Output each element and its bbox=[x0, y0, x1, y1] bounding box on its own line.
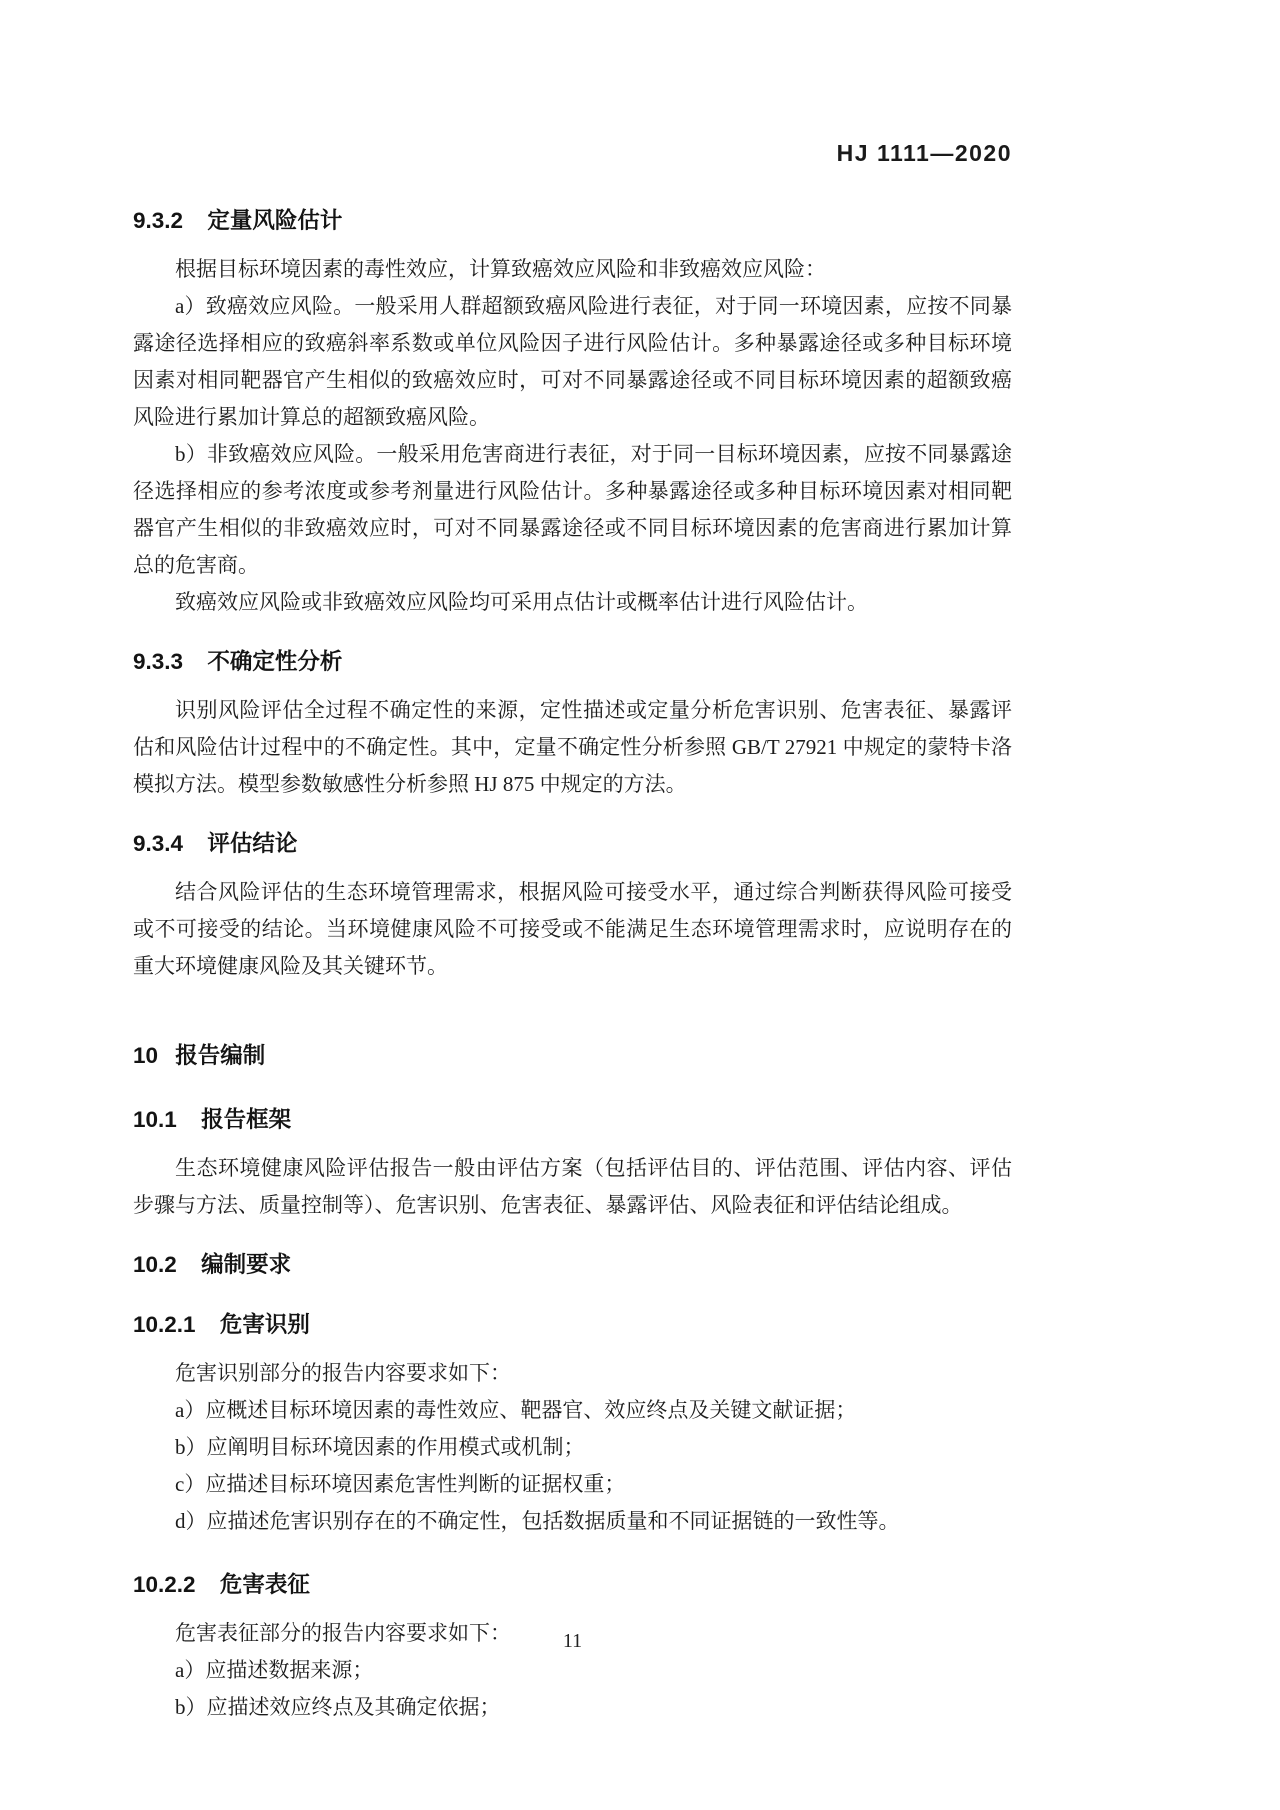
list-item-b: b）应阐明目标环境因素的作用模式或机制； bbox=[175, 1435, 585, 1459]
section-number: 10.2 bbox=[133, 1252, 177, 1277]
section-title: 评估结论 bbox=[207, 831, 298, 856]
section-title: 危害表征 bbox=[219, 1572, 310, 1597]
section-heading-10-2 bbox=[133, 1250, 1012, 1280]
list-item-c: c）应描述目标环境因素危害性判断的证据权重； bbox=[175, 1472, 626, 1496]
standard-code-header: HJ 1111—2020 bbox=[836, 140, 1012, 166]
paragraph-item-a: a）致癌效应风险。一般采用人群超额致癌风险进行表征，对于同一环境因素，应按不同暴露途径选择相应的致癌斜率系数或单位风险因子进行风险估计。多种暴露途径或多种目标环境因素对相同靶器官产生相似的致癌效应时，可对不同暴露途径或不同目标环境因素的超额致癌风险进行累加计算总的超额致癌风险。 bbox=[133, 294, 1012, 429]
paragraph-item-b: b）非致癌效应风险。一般采用危害商进行表征，对于同一目标环境因素，应按不同暴露途径选择相应的参考浓度或参考剂量进行风险估计。多种暴露途径或多种目标环境因素对相同靶器官产生相似的非致癌效应时，可对不同暴露途径或不同目标环境因素的危害商进行累加计算总的危害商。 bbox=[133, 442, 1012, 577]
section-heading-10-1 bbox=[133, 1105, 1012, 1135]
section-title: 定量风险估计 bbox=[207, 208, 343, 233]
section-number: 10.1 bbox=[133, 1107, 177, 1132]
section-heading-9-3-4 bbox=[133, 829, 1012, 859]
list-item-d: d）应描述危害识别存在的不确定性，包括数据质量和不同证据链的一致性等。 bbox=[175, 1509, 900, 1533]
section-number: 9.3.2 bbox=[133, 208, 184, 233]
section-number: 9.3.3 bbox=[133, 649, 184, 674]
section-heading-9-3-3 bbox=[133, 647, 1012, 677]
list-item-a: a）应概述目标环境因素的毒性效应、靶器官、效应终点及关键文献证据； bbox=[175, 1398, 857, 1422]
page-number: 11 bbox=[562, 1630, 583, 1652]
chapter-number: 10 bbox=[133, 1043, 159, 1068]
section-number: 9.3.4 bbox=[133, 831, 184, 856]
paragraph: 根据目标环境因素的毒性效应，计算致癌效应风险和非致癌效应风险： bbox=[175, 257, 826, 281]
paragraph: 结合风险评估的生态环境管理需求，根据风险可接受水平，通过综合判断获得风险可接受或不可接受的结论。当环境健康风险不可接受或不能满足生态环境管理需求时，应说明存在的重大环境健康风险及其关键环节。 bbox=[133, 880, 1012, 978]
chapter-heading-10 bbox=[133, 1041, 1012, 1071]
section-heading-9-3-2 bbox=[133, 206, 1012, 236]
section-title: 编制要求 bbox=[201, 1252, 292, 1277]
list-intro: 危害表征部分的报告内容要求如下： bbox=[175, 1621, 511, 1645]
paragraph: 致癌效应风险或非致癌效应风险均可采用点估计或概率估计进行风险估计。 bbox=[175, 590, 868, 614]
section-number: 10.2.1 bbox=[133, 1312, 196, 1337]
list-intro: 危害识别部分的报告内容要求如下： bbox=[175, 1361, 511, 1385]
section-title: 危害识别 bbox=[219, 1312, 310, 1337]
section-title: 报告框架 bbox=[201, 1107, 292, 1132]
section-heading-10-2-2 bbox=[133, 1570, 1012, 1600]
list-item-a: a）应描述数据来源； bbox=[175, 1658, 374, 1682]
section-heading-10-2-1 bbox=[133, 1310, 1012, 1340]
page-content bbox=[133, 140, 1012, 1726]
list-item-b: b）应描述效应终点及其确定依据； bbox=[175, 1695, 501, 1719]
paragraph: 生态环境健康风险评估报告一般由评估方案（包括评估目的、评估范围、评估内容、评估步骤与方法、质量控制等）、危害识别、危害表征、暴露评估、风险表征和评估结论组成。 bbox=[133, 1156, 1012, 1217]
section-title: 不确定性分析 bbox=[207, 649, 343, 674]
section-number: 10.2.2 bbox=[133, 1572, 196, 1597]
chapter-title: 报告编制 bbox=[175, 1043, 266, 1068]
paragraph: 识别风险评估全过程不确定性的来源，定性描述或定量分析危害识别、危害表征、暴露评估和风险估计过程中的不确定性。其中，定量不确定性分析参照 GB/T 27921 中规定的蒙特卡洛模拟方法。模型参数敏感性分析参照 HJ 875 中规定的方法。 bbox=[133, 698, 1012, 796]
